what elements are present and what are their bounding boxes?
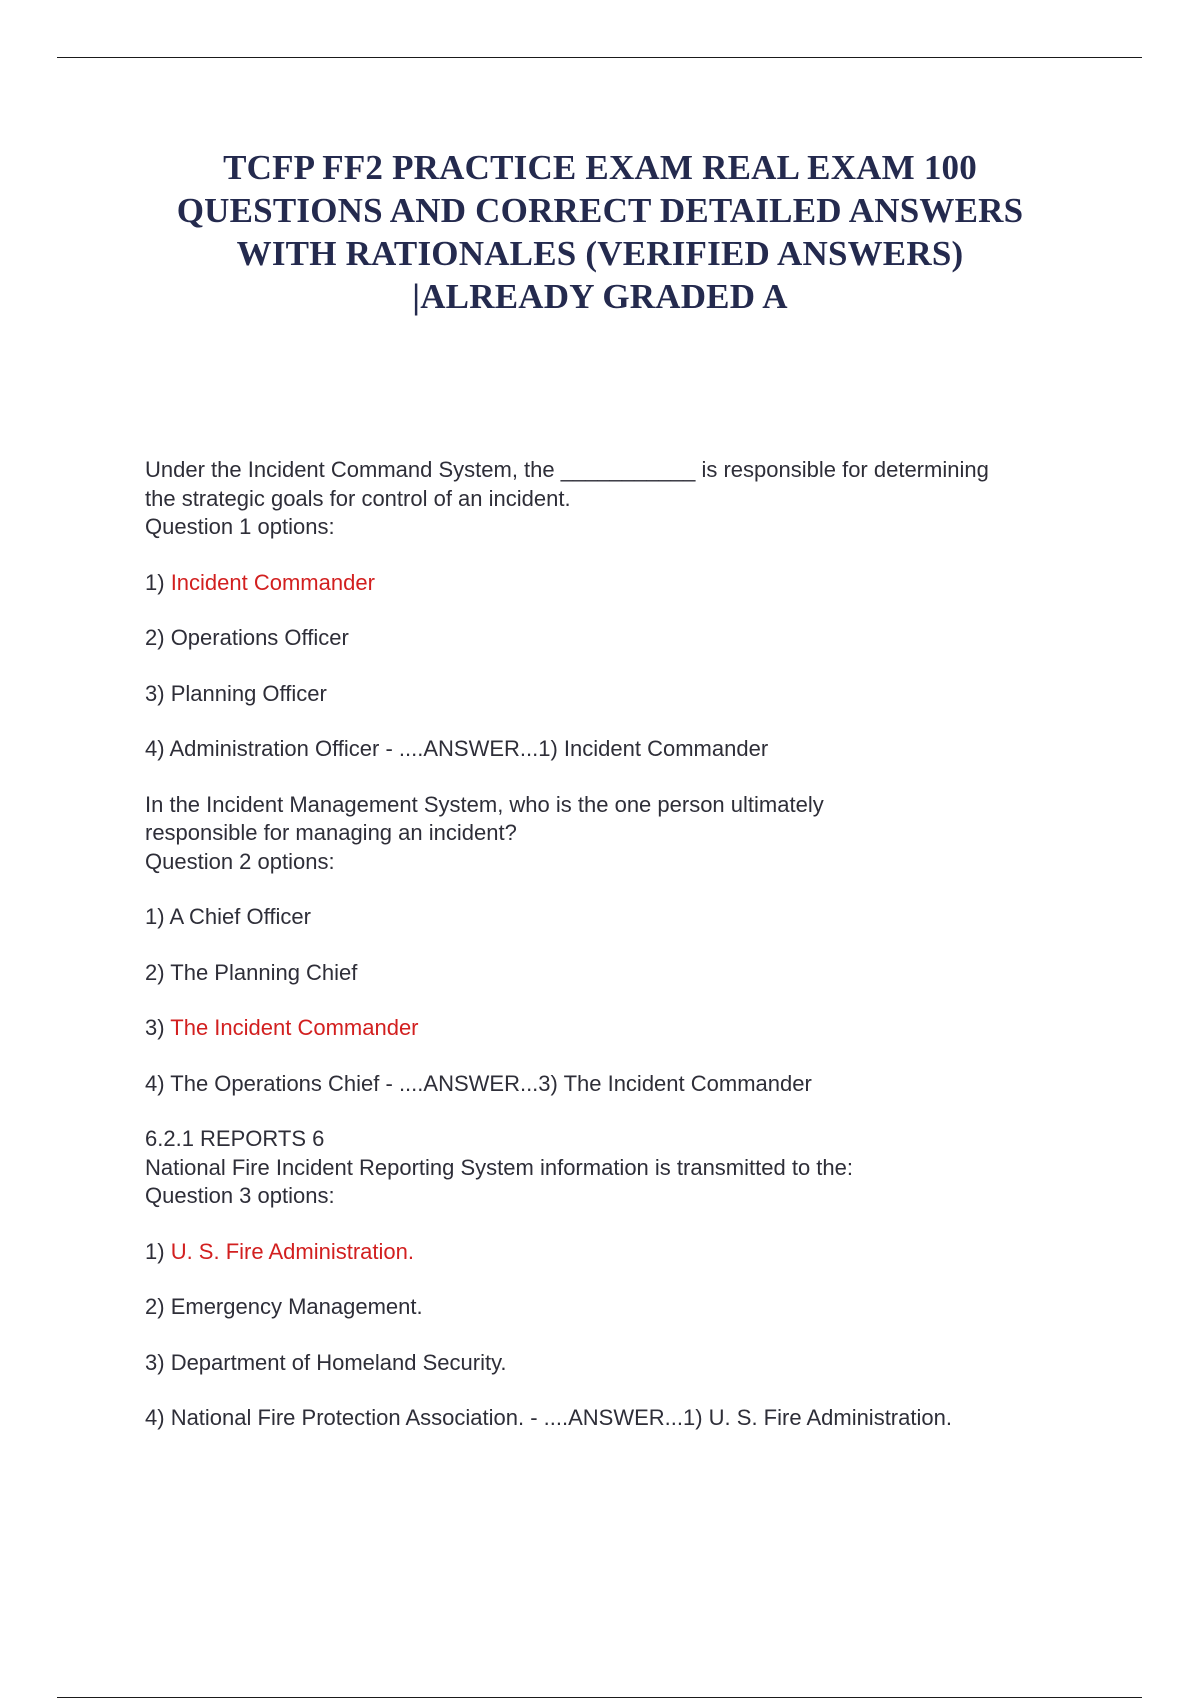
option-text: Department of Homeland Security. bbox=[170, 1349, 507, 1375]
question-text: the strategic goals for control of an incident. bbox=[145, 485, 571, 511]
title-line: QUESTIONS AND CORRECT DETAILED ANSWERS bbox=[176, 191, 1024, 230]
option-text-with-answer: The Operations Chief - ....ANSWER...3) The Incident Commander bbox=[170, 1070, 812, 1096]
option-text: Emergency Management. bbox=[170, 1294, 423, 1319]
option-number: 4) bbox=[145, 736, 170, 761]
option-number: 3) bbox=[145, 1015, 171, 1040]
option-text-with-answer: National Fire Protection Association. - ....ANSWER...1) U. S. Fire Administration. bbox=[170, 1405, 952, 1430]
title-line: |ALREADY GRADED A bbox=[412, 277, 788, 316]
option-item bbox=[145, 1014, 1085, 1043]
option-item bbox=[145, 903, 1085, 932]
option-number: 4) bbox=[145, 1405, 171, 1430]
question-3 bbox=[145, 1125, 1085, 1211]
option-text: The Planning Chief bbox=[170, 959, 358, 985]
question-2 bbox=[145, 791, 1085, 877]
option-item bbox=[145, 959, 1085, 988]
option-item bbox=[145, 1349, 1085, 1378]
option-item-answer bbox=[145, 1070, 1085, 1099]
question-1 bbox=[145, 456, 1085, 542]
option-item bbox=[145, 1238, 1085, 1267]
question-text: National Fire Incident Reporting System information is transmitted to the: bbox=[145, 1154, 853, 1180]
question-text: responsible for managing an incident? bbox=[145, 820, 517, 845]
option-text-with-answer: Administration Officer - ....ANSWER...1) Incident Commander bbox=[169, 736, 769, 761]
correct-option-text: U. S. Fire Administration. bbox=[170, 1238, 414, 1264]
option-number: 3) bbox=[145, 680, 171, 706]
question-text: In the Incident Management System, who is the one person ultimately bbox=[145, 791, 824, 817]
bottom-rule bbox=[57, 1697, 1142, 1698]
option-item-answer bbox=[145, 1404, 1085, 1433]
option-number: 2) bbox=[145, 959, 171, 985]
correct-option-text: Incident Commander bbox=[170, 569, 375, 595]
question-options-label: Question 2 options: bbox=[145, 848, 335, 874]
option-text: A Chief Officer bbox=[169, 904, 311, 929]
question-section-ref: 6.2.1 REPORTS 6 bbox=[145, 1126, 325, 1151]
title-line: TCFP FF2 PRACTICE EXAM REAL EXAM 100 bbox=[223, 148, 977, 187]
option-text: Planning Officer bbox=[170, 680, 327, 706]
option-item bbox=[145, 1293, 1085, 1322]
option-item-answer bbox=[145, 735, 1085, 764]
option-text: Operations Officer bbox=[170, 625, 349, 650]
option-item bbox=[145, 624, 1085, 653]
option-number: 3) bbox=[145, 1349, 171, 1375]
option-number: 4) bbox=[145, 1070, 171, 1096]
question-options-label: Question 3 options: bbox=[145, 1183, 335, 1208]
option-number: 1) bbox=[145, 904, 170, 929]
option-number: 1) bbox=[145, 569, 171, 595]
questions-body bbox=[145, 456, 1085, 1458]
title-line: WITH RATIONALES (VERIFIED ANSWERS) bbox=[236, 234, 964, 273]
option-number: 2) bbox=[145, 625, 171, 650]
option-number: 2) bbox=[145, 1294, 171, 1319]
option-item bbox=[145, 680, 1085, 709]
document-title bbox=[100, 146, 1100, 318]
correct-option-text: The Incident Commander bbox=[170, 1015, 419, 1040]
top-rule bbox=[57, 57, 1142, 58]
option-number: 1) bbox=[145, 1238, 171, 1264]
question-text: Under the Incident Command System, the ___________ is responsible for determining bbox=[145, 457, 989, 482]
option-item bbox=[145, 569, 1085, 598]
question-options-label: Question 1 options: bbox=[145, 514, 335, 539]
